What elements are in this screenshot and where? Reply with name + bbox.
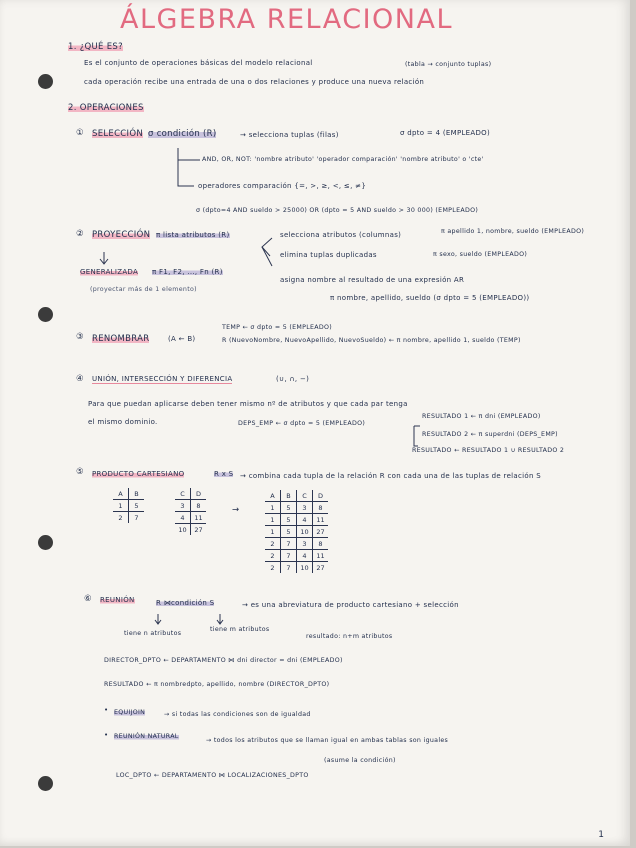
join-result-attributes: resultado: n+m atributos — [306, 633, 393, 640]
set-operations-result-1: RESULTADO 1 ← π dni (EMPLEADO) — [422, 413, 541, 420]
page-number: 1 — [598, 830, 604, 840]
set-operations-rule-2: el mismo dominio. — [88, 418, 158, 426]
generalized-projection-label: GENERALIZADA — [80, 268, 139, 276]
projection-label: PROYECCIÓN — [92, 230, 151, 240]
relation-rxs-cell: 7 — [281, 538, 297, 550]
definition-note: (tabla → conjunto tuplas) — [405, 61, 492, 68]
projection-branch-naming: asigna nombre al resultado de una expresión AR — [280, 276, 465, 284]
item-number-6: ⑥ — [84, 594, 92, 604]
selection-description: → selecciona tuplas (filas) — [240, 131, 339, 139]
relation-rxs-cell: 11 — [313, 514, 329, 526]
relation-r-table — [113, 488, 144, 523]
projection-branch-duplicates: elimina tuplas duplicadas — [280, 251, 377, 259]
relation-rxs-cell: 27 — [313, 526, 329, 538]
rename-example: R (NuevoNombre, NuevoApellido, NuevoSueldo) ← π nombre, apellido 1, sueldo (TEMP) — [222, 337, 521, 344]
relation-rxs-header: D — [313, 490, 329, 502]
relation-s-cell: 4 — [175, 512, 191, 524]
relation-rxs-cell: 2 — [265, 550, 281, 562]
equijoin-bullet: • — [104, 706, 109, 714]
projection-branch-attributes-example: π apellido 1, nombre, sueldo (EMPLEADO) — [441, 228, 585, 235]
relation-rxs-cell: 1 — [265, 514, 281, 526]
item-number-3: ③ — [76, 332, 84, 342]
cartesian-description: → combina cada tupla de la relación R con cada una de las tuplas de relación S — [240, 472, 541, 480]
item-number-5: ⑤ — [76, 467, 84, 477]
natural-join-note: (asume la condición) — [324, 757, 396, 764]
natural-join-label: REUNIÓN NATURAL — [114, 733, 179, 740]
item-number-1: ① — [76, 128, 84, 138]
relation-rxs-cell: 4 — [297, 514, 313, 526]
join-syntax: R ⋈condición S — [156, 599, 215, 607]
rename-temp: TEMP ← σ dpto = 5 (EMPLEADO) — [222, 324, 333, 331]
join-n-attributes: tiene n atributos — [124, 630, 182, 637]
relation-s-header: C — [175, 488, 191, 500]
relation-s-table — [175, 488, 206, 535]
natural-join-bullet: • — [104, 731, 109, 739]
relation-rxs-cell: 10 — [297, 526, 313, 538]
cartesian-arrow: → — [232, 505, 240, 515]
item-number-4: ④ — [76, 374, 84, 384]
cartesian-syntax: R x S — [214, 470, 234, 478]
rename-syntax: (A ← B) — [168, 335, 196, 343]
relation-rxs-header: B — [281, 490, 297, 502]
natural-join-description: → todos los atributos que se llaman igual en ambas tablas son iguales — [206, 737, 449, 744]
relation-rxs-cell: 7 — [281, 550, 297, 562]
equijoin-label: EQUIJOIN — [114, 709, 146, 716]
relation-rxs-cell: 5 — [281, 526, 297, 538]
relation-rxs-cell: 8 — [313, 538, 329, 550]
selection-example-2: σ (dpto=4 AND sueldo > 25000) OR (dpto = 5 AND sueldo > 30 000) (EMPLEADO) — [196, 207, 479, 214]
selection-branch-comparison: operadores comparación {=, >, ≥, <, ≤, ≠} — [198, 182, 367, 190]
relation-s-cell: 10 — [178, 525, 187, 534]
relation-rxs-cell: 5 — [281, 514, 297, 526]
set-operations-rule-1: Para que puedan aplicarse deben tener mismo nº de atributos y que cada par tenga — [88, 400, 408, 408]
section-heading-what-is: 1. ¿QUÉ ES? — [68, 42, 123, 52]
selection-label: SELECCIÓN — [92, 129, 143, 139]
selection-syntax: σ condición (R) — [148, 129, 217, 139]
projection-branch-naming-example: π nombre, apellido, sueldo (σ dpto = 5 (EMPLEADO)) — [330, 294, 530, 302]
relation-rxs-header: C — [297, 490, 313, 502]
relation-r-cell: 7 — [129, 512, 145, 524]
set-operations-symbols: (∪, ∩, −) — [276, 375, 310, 383]
projection-branch-attributes: selecciona atributos (columnas) — [280, 231, 402, 239]
join-example-2: RESULTADO ← π nombredpto, apellido, nombre (DIRECTOR_DPTO) — [104, 681, 330, 688]
relation-s-cell: 11 — [191, 512, 207, 524]
projection-branch-duplicates-example: π sexo, sueldo (EMPLEADO) — [433, 251, 528, 258]
relation-rxs-cell: 2 — [265, 538, 281, 550]
relation-rxs-cell: 1 — [265, 526, 281, 538]
relation-s-header: D — [191, 488, 207, 500]
relation-r-header: B — [129, 488, 145, 500]
relation-rxs-cell: 11 — [313, 550, 329, 562]
item-number-2: ② — [76, 229, 84, 239]
join-description: → es una abreviatura de producto cartesiano + selección — [242, 601, 459, 609]
generalized-projection-note: (proyectar más de 1 elemento) — [90, 286, 197, 293]
relation-s-cell: 8 — [191, 500, 207, 512]
relation-rxs-header: A — [265, 490, 281, 502]
page-title: ÁLGEBRA RELACIONAL — [120, 4, 453, 35]
relation-rxs-cell: 2 — [270, 563, 275, 572]
generalized-projection-syntax: π F1, F2, ..., Fn (R) — [152, 268, 223, 276]
definition-line-2: cada operación recibe una entrada de una o dos relaciones y produce una nueva relación — [84, 78, 425, 86]
set-operations-deps: DEPS_EMP ← σ dpto = 5 (EMPLEADO) — [238, 420, 366, 427]
projection-syntax: π lista atributos (R) — [156, 231, 230, 239]
relation-r-cell: 5 — [129, 500, 145, 512]
join-example-1: DIRECTOR_DPTO ← DEPARTAMENTO ⋈ dni director = dni (EMPLEADO) — [104, 657, 343, 664]
relation-rxs-cell: 3 — [297, 538, 313, 550]
rename-label: RENOMBRAR — [92, 334, 150, 344]
set-operations-result: RESULTADO ← RESULTADO 1 ∪ RESULTADO 2 — [412, 447, 565, 454]
relation-rxs-cell: 3 — [297, 502, 313, 514]
join-label: REUNIÓN — [100, 596, 135, 604]
relation-rxs-cell: 4 — [297, 550, 313, 562]
join-m-attributes: tiene m atributos — [210, 626, 270, 633]
relation-s-cell: 27 — [191, 524, 207, 536]
relation-rxs-cell: 5 — [281, 502, 297, 514]
section-heading-operations: 2. OPERACIONES — [68, 103, 144, 113]
set-operations-label: UNIÓN, INTERSECCIÓN Y DIFERENCIA — [92, 375, 233, 383]
relation-rxs-cell: 8 — [313, 502, 329, 514]
selection-example: σ dpto = 4 (EMPLEADO) — [400, 129, 491, 137]
relation-rxs-cell: 7 — [281, 562, 297, 574]
relation-r-cell: 2 — [118, 513, 123, 522]
cartesian-label: PRODUCTO CARTESIANO — [92, 470, 185, 478]
relation-rxs-cell: 10 — [297, 562, 313, 574]
relation-rxs-cell: 1 — [265, 502, 281, 514]
relation-r-cell: 1 — [113, 500, 129, 512]
natural-join-example: LOC_DPTO ← DEPARTAMENTO ⋈ LOCALIZACIONES_DPTO — [116, 772, 309, 779]
relation-rxs-table — [265, 490, 328, 573]
relation-rxs-cell: 27 — [313, 562, 329, 574]
set-operations-result-2: RESULTADO 2 ← π superdni (DEPS_EMP) — [422, 431, 558, 438]
definition-line-1: Es el conjunto de operaciones básicas del modelo relacional — [84, 59, 313, 67]
selection-branch-logic: AND, OR, NOT: 'nombre atributo' 'operador comparación' 'nombre atributo' o 'cte' — [202, 156, 484, 163]
relation-r-header: A — [113, 488, 129, 500]
relation-s-cell: 3 — [175, 500, 191, 512]
equijoin-description: → si todas las condiciones son de igualdad — [164, 711, 311, 718]
